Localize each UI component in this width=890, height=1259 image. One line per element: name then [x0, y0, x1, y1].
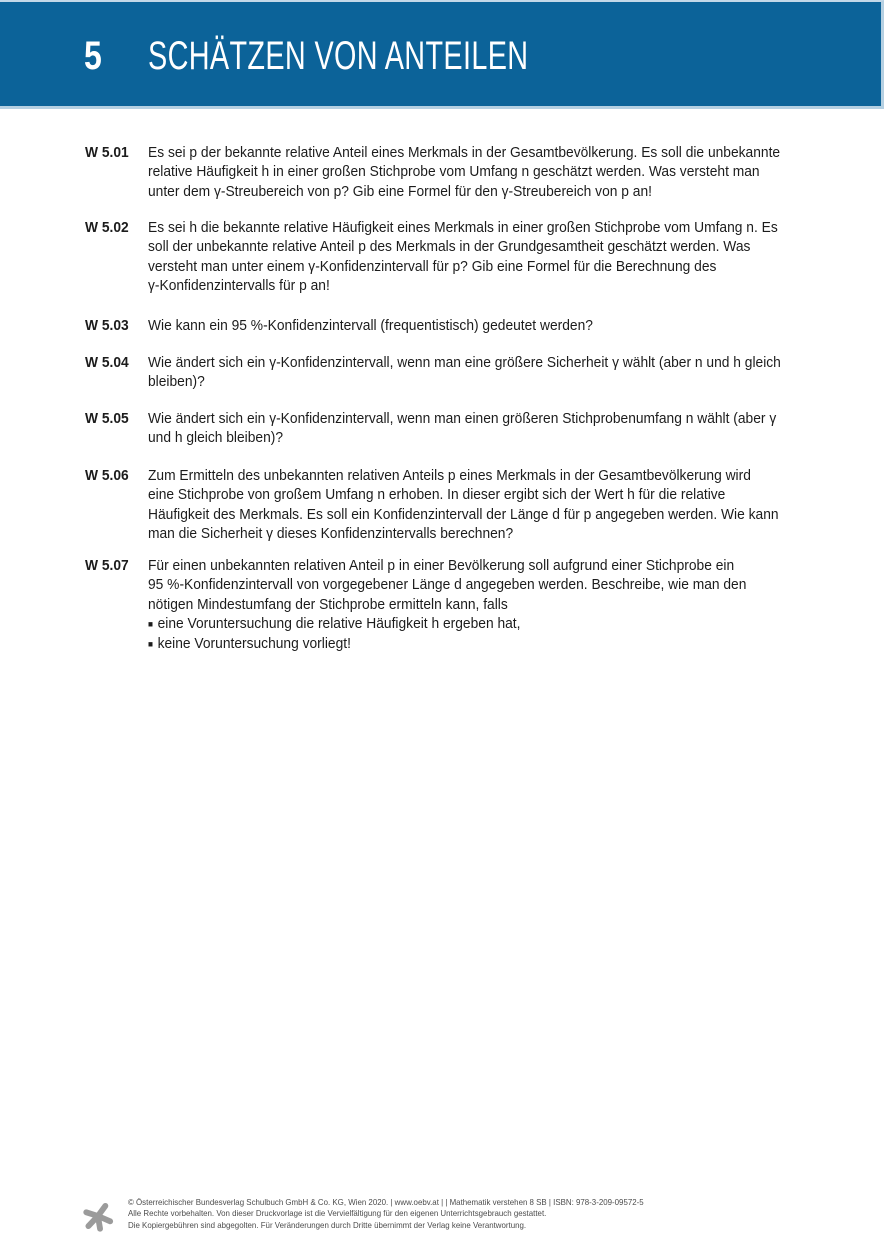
exercise-line: eine Stichprobe von großem Umfang n erhoben. In dieser ergibt sich der Wert h für die relative — [148, 486, 726, 504]
square-bullet-icon: ■ — [148, 619, 154, 630]
exercise-line: Wie kann ein 95 %-Konfidenzintervall (frequentistisch) gedeutet werden? — [148, 317, 593, 334]
exercise-text — [148, 218, 890, 296]
exercise-line: γ-Konfidenzintervalls für p an! — [148, 277, 330, 295]
exercise-line: bleiben)? — [148, 373, 205, 391]
exercise-item — [0, 316, 890, 335]
exercise-item — [0, 409, 890, 448]
exercise-label: W 5.04 — [85, 354, 129, 371]
exercise-text — [148, 143, 890, 201]
exercise-label: W 5.01 — [85, 144, 129, 161]
exercise-text — [148, 316, 890, 335]
exercise-line: Es sei p der bekannte relative Anteil eines Merkmals in der Gesamtbevölkerung. Es soll die unbekannte — [148, 144, 781, 161]
footer — [0, 1196, 890, 1246]
exercise-text — [148, 466, 890, 544]
exercise-line: man die Sicherheit γ dieses Konfidenzintervalls berechnen? — [148, 525, 514, 543]
exercise-item — [0, 218, 890, 296]
exercise-item — [0, 466, 890, 544]
chapter-title: SCHÄTZEN VON ANTEILEN — [148, 34, 529, 78]
chapter-number: 5 — [84, 34, 102, 78]
exercise-line: unter dem γ-Streubereich von p? Gib eine Formel für den γ-Streubereich von p an! — [148, 182, 652, 200]
footer-line-3: Die Kopiergebühren sind abgegolten. Für Veränderungen durch Dritte übernimmt der Verlag keine Verantwortung. — [128, 1219, 527, 1230]
footer-line-2: Alle Rechte vorbehalten. Von dieser Druckvorlage ist die Vervielfältigung für den eigenen Unterrichtsgebrauch gestattet. — [128, 1208, 547, 1219]
footer-copyright-block — [128, 1197, 682, 1231]
exercise-bullet-line: ■ keine Voruntersuchung vorliegt! — [148, 634, 831, 653]
exercise-line: Zum Ermitteln des unbekannten relativen Anteils p eines Merkmals in der Gesamtbevölkerung wird — [148, 467, 751, 484]
exercise-line: Es sei h die bekannte relative Häufigkeit eines Merkmals in einer großen Stichprobe vom Umfang n. Es — [148, 219, 778, 236]
exercise-label: W 5.05 — [85, 410, 129, 427]
exercise-text — [148, 353, 890, 392]
exercise-line: nötigen Mindestumfang der Stichprobe ermitteln kann, falls — [148, 595, 508, 613]
logo-strokes — [86, 1206, 110, 1229]
exercise-label: W 5.03 — [85, 317, 129, 334]
exercise-label: W 5.02 — [85, 219, 129, 236]
exercise-line: Häufigkeit des Merkmals. Es soll ein Konfidenzintervall der Länge d für p angegeben werden. Wie kann — [148, 505, 779, 523]
exercise-line: Für einen unbekannten relativen Anteil p in einer Bevölkerung soll aufgrund einer Stichprobe ein — [148, 557, 735, 574]
exercise-item — [0, 143, 890, 201]
exercise-line: versteht man unter einem γ-Konfidenzintervall für p? Gib eine Formel für die Berechnung des — [148, 257, 717, 275]
exercise-label: W 5.06 — [85, 467, 129, 484]
exercise-item — [0, 353, 890, 392]
exercise-line: Wie ändert sich ein γ-Konfidenzintervall, wenn man einen größeren Stichprobenumfang n wählt (aber γ — [148, 410, 777, 427]
exercise-bullet-line: ■ eine Voruntersuchung die relative Häufigkeit h ergeben hat, — [148, 614, 831, 633]
exercise-item — [0, 556, 890, 653]
square-bullet-icon: ■ — [148, 638, 154, 649]
exercise-line: soll der unbekannte relative Anteil p des Merkmals in der Grundgesamtheit geschätzt werden. Was — [148, 238, 751, 256]
exercise-label: W 5.07 — [85, 557, 129, 574]
exercise-text — [148, 556, 890, 653]
exercise-line: 95 %-Konfidenzintervall von vorgegebener Länge d angegeben werden. Beschreibe, wie man den — [148, 576, 747, 594]
oebv-asterisk-logo-icon — [82, 1199, 116, 1233]
exercise-text — [148, 409, 890, 448]
exercise-line: und h gleich bleiben)? — [148, 429, 284, 447]
exercise-line: relative Häufigkeit h in einer großen Stichprobe vom Umfang n geschätzt werden. Was versteht man — [148, 163, 760, 181]
footer-line-1: © Österreichischer Bundesverlag Schulbuch GmbH & Co. KG, Wien 2020. | www.oebv.at | | Mathematik verstehen 8 SB | ISBN: 978-3-209-09572-5 — [128, 1197, 644, 1207]
exercise-line: Wie ändert sich ein γ-Konfidenzintervall, wenn man eine größere Sicherheit γ wählt (aber n und h gleich — [148, 354, 781, 371]
